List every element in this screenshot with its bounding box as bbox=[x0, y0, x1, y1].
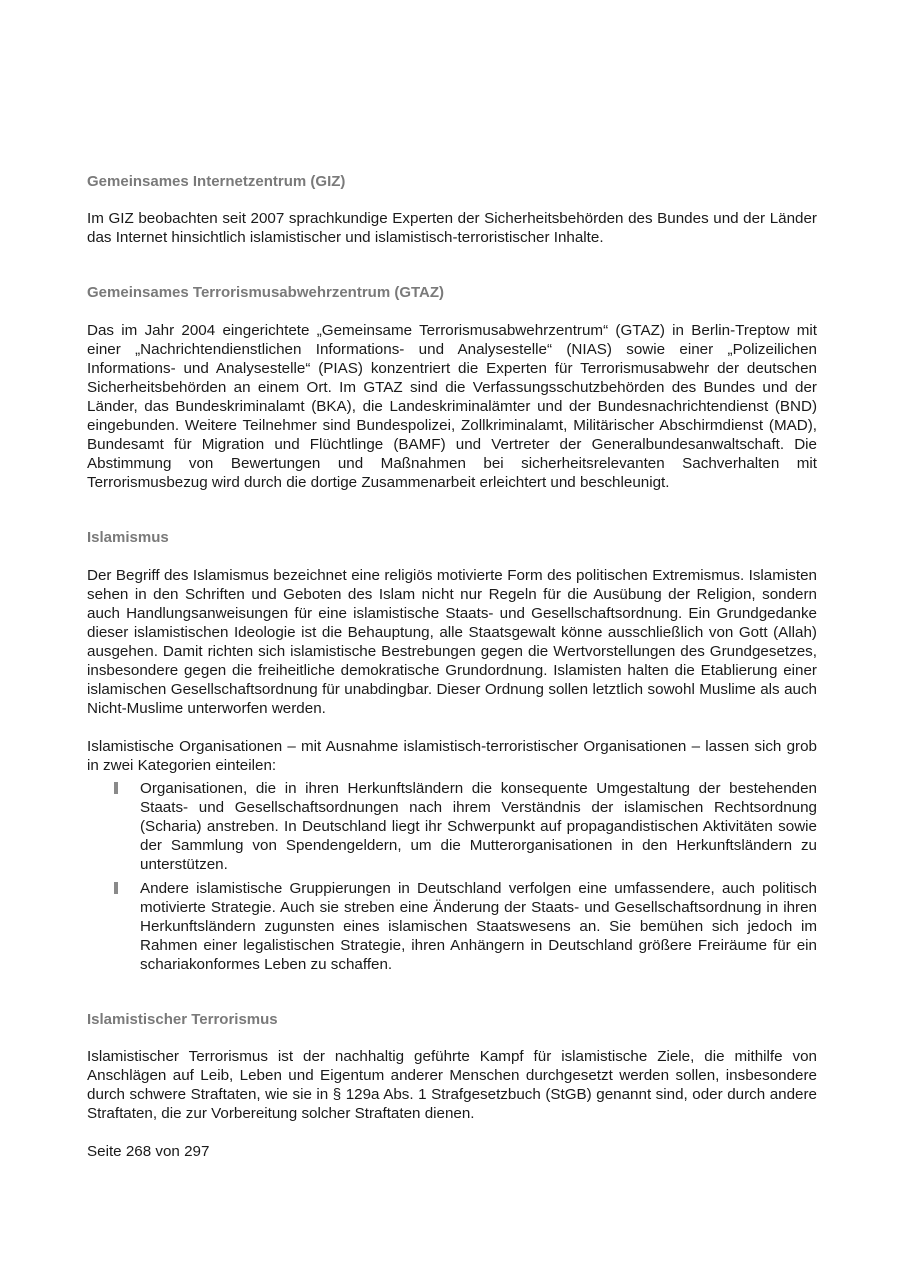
paragraph-terrorismus: Islamistischer Terrorismus ist der nachhaltig geführte Kampf für islamistische Ziele, die mithilfe von Anschlägen auf Leib, Leben und Eigentum anderer Menschen durchgesetzt werden sollen, insbesondere durch schwere Straftaten, wie sie in § 129a Abs. 1 Strafgesetzbuch (StGB) genannt sind, oder durch andere Straftaten, die zur Vorbereitung solcher Straftaten dienen. bbox=[87, 1048, 817, 1122]
paragraph-giz: Im GIZ beobachten seit 2007 sprachkundige Experten der Sicherheitsbehörden des Bundes und der Länder das Internet hinsichtlich islamistischer und islamistisch-terroristischer Inhalte. bbox=[87, 210, 817, 246]
paragraph-islamismus-1: Der Begriff des Islamismus bezeichnet eine religiös motivierte Form des politischen Extremismus. Islamisten sehen in den Schriften und Geboten des Islam nicht nur Regeln für die Ausübung der Religion, sondern auch Handlungsanweisungen für eine islamistische Staats- und Gesellschaftsordnung. Ein Grundgedanke dieser islamistischen Ideologie ist die Behauptung, alle Staatsgewalt könne ausschließlich von Gott (Allah) ausgehen. Damit richten sich islamistische Bestrebungen gegen die Wertvorstellungen des Grundgesetzes, insbesondere gegen die freiheitliche demokratische Grundordnung. Islamisten halten die Etablierung einer islamischen Gesellschaftsordnung für unabdingbar. Dieser Ordnung sollen letztlich sowohl Muslime als auch Nicht-Muslime unterworfen werden. bbox=[87, 567, 817, 717]
list-item bbox=[87, 779, 817, 874]
bullet-marker bbox=[114, 882, 118, 894]
list-item bbox=[87, 879, 817, 974]
list-item-text: Andere islamistische Gruppierungen in Deutschland verfolgen eine umfassendere, auch politisch motivierte Strategie. Auch sie streben eine Änderung der Staats- und Gesellschaftsordnung in ihren Herkunftsländern zugunsten eines islamischen Staatswesens an. Sie bemühen sich jedoch im Rahmen einer legalistischen Strategie, ihren Anhängern in Deutschland größere Freiräume für ein schariakonformes Leben zu schaffen. bbox=[140, 880, 817, 973]
paragraph-islamismus-2: Islamistische Organisationen – mit Ausnahme islamistisch-terroristischer Organisationen – lassen sich grob in zwei Kategorien einteilen: bbox=[87, 738, 817, 774]
bullet-marker bbox=[114, 782, 118, 794]
heading-islamismus: Islamismus bbox=[87, 529, 169, 546]
page-number: Seite 268 von 297 bbox=[87, 1143, 210, 1160]
category-list bbox=[87, 779, 817, 974]
heading-gtaz: Gemeinsames Terrorismusabwehrzentrum (GTAZ) bbox=[87, 284, 445, 301]
paragraph-gtaz: Das im Jahr 2004 eingerichtete „Gemeinsame Terrorismusabwehrzentrum“ (GTAZ) in Berlin-Treptow mit einer „Nachrichtendienstlichen Informations- und Analysestelle“ (NIAS) sowie einer „Polizeilichen Informations- und Analysestelle“ (PIAS) konzentriert die Experten für Terrorismusabwehr der deutschen Sicherheitsbehörden an einem Ort. Im GTAZ sind die Verfassungsschutzbehörden des Bundes und der Länder, das Bundeskriminalamt (BKA), die Landeskriminalämter und der Bundesnachrichtendienst (BND) eingebunden. Weitere Teilnehmer sind Bundespolizei, Zollkriminalamt, Militärischer Abschirmdienst (MAD), Bundesamt für Migration und Flüchtlinge (BAMF) und Vertreter der Generalbundesanwaltschaft. Die Abstimmung von Bewertungen und Maßnahmen bei sicherheitsrelevanten Sachverhalten mit Terrorismusbezug wird durch die dortige Zusammenarbeit erleichtert und beschleunigt. bbox=[87, 322, 817, 491]
document-page bbox=[87, 172, 817, 1161]
heading-giz: Gemeinsames Internetzentrum (GIZ) bbox=[87, 173, 346, 190]
list-item-text: Organisationen, die in ihren Herkunftsländern die konsequente Umgestaltung der bestehenden Staats- und Gesellschaftsordnungen nach ihrem Verständnis der islamischen Rechtsordnung (Scharia) anstreben. In Deutschland liegt ihr Schwerpunkt auf propagandistischen Aktivitäten sowie der Sammlung von Spendengeldern, um die Mutterorganisationen in den Herkunftsländern zu unterstützen. bbox=[140, 780, 817, 873]
heading-terrorismus: Islamistischer Terrorismus bbox=[87, 1011, 278, 1028]
